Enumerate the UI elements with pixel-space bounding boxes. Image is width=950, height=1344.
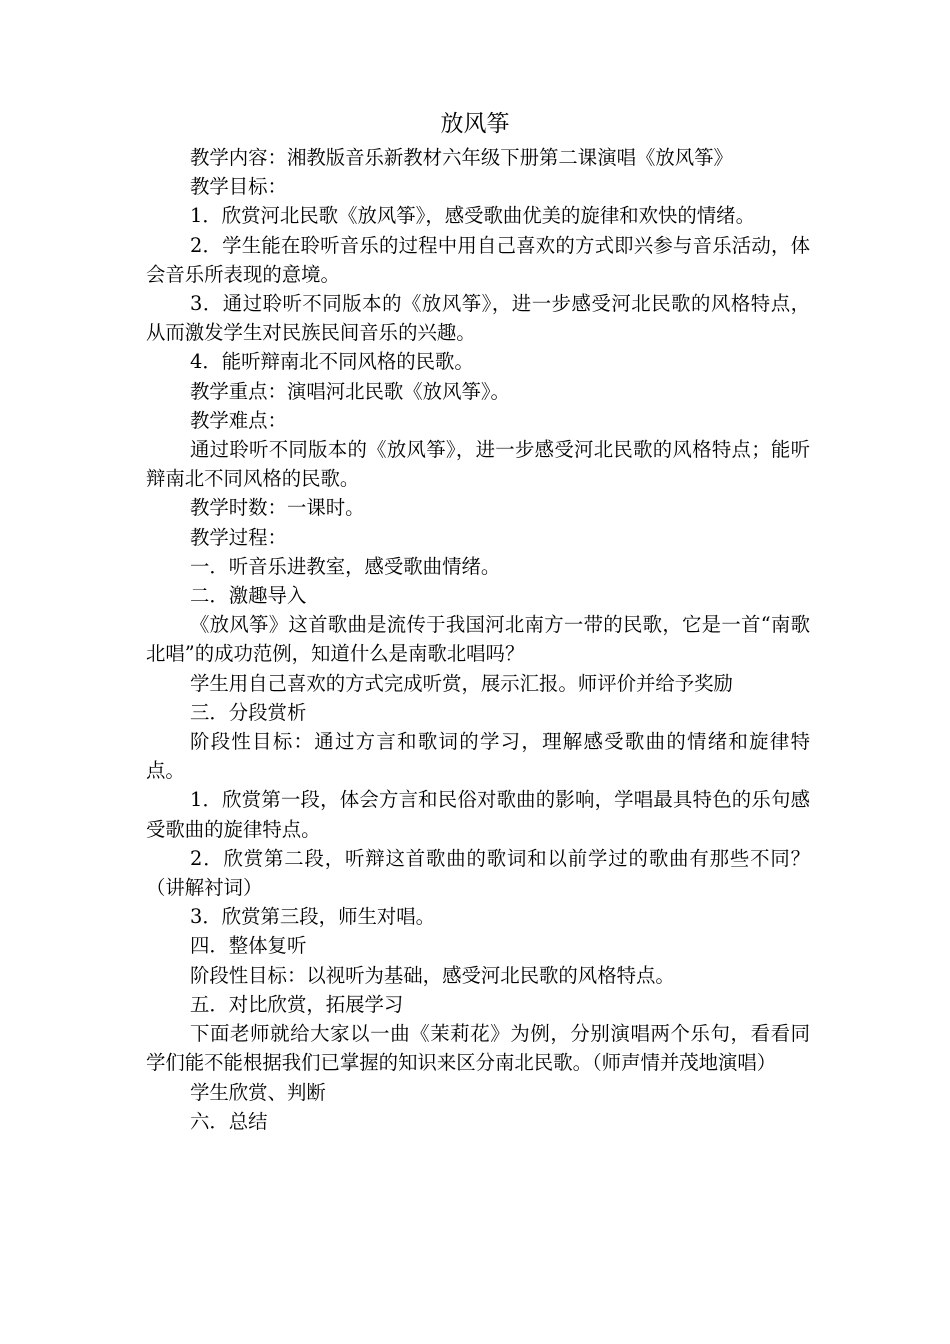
paragraph-teaching-content: 教学内容：湘教版音乐新教材六年级下册第二课演唱《放风筝》: [190, 146, 733, 169]
paragraph-step-5-heading: 五．对比欣赏，拓展学习: [190, 992, 404, 1016]
paragraph-difficulties: 通过聆听不同版本的《放风筝》，进一步感受河北民歌的风格特点；能听辩南北不同风格的民歌。: [146, 438, 810, 491]
paragraph-step-5-body: 下面老师就给大家以一曲《茉莉花》为例，分别演唱两个乐句，看看同学们能不能根据我们已掌握的知识来区分南北民歌。（师声情并茂地演唱）: [146, 1022, 810, 1075]
paragraph-goal-2: 2．学生能在聆听音乐的过程中用自己喜欢的方式即兴参与音乐活动，体会音乐所表现的意境。: [146, 233, 810, 286]
paragraph-key-points: 教学重点：演唱河北民歌《放风筝》。: [190, 379, 510, 403]
paragraph-step-6-heading: 六．总结: [190, 1109, 268, 1133]
paragraph-step-1: 一．听音乐进教室，感受歌曲情绪。: [190, 554, 501, 578]
document-body: [146, 143, 810, 1136]
paragraph-step-4-goal: 阶段性目标：以视听为基础，感受河北民歌的风格特点。: [190, 963, 675, 987]
paragraph-step-2-intro: 《放风筝》这首歌曲是流传于我国河北南方一带的民歌，它是一首“南歌北唱”的成功范例，知道什么是南歌北唱吗？: [146, 613, 810, 666]
paragraph-step-3-heading: 三．分段赏析: [190, 700, 307, 724]
paragraph-process-heading: 教学过程：: [190, 525, 287, 549]
paragraph-goal-3: 3．通过聆听不同版本的《放风筝》，进一步感受河北民歌的风格特点，从而激发学生对民族民间音乐的兴趣。: [146, 292, 810, 345]
paragraph-class-hours: 教学时数：一课时。: [190, 496, 365, 520]
paragraph-step-4-heading: 四．整体复听: [190, 934, 307, 958]
paragraph-goal-4: 4．能听辩南北不同风格的民歌。: [190, 350, 474, 374]
paragraph-goal-1: 1．欣赏河北民歌《放风筝》，感受歌曲优美的旋律和欢快的情绪。: [190, 204, 755, 228]
paragraph-step-2-activity: 学生用自己喜欢的方式完成听赏，展示汇报。师评价并给予奖励: [190, 671, 733, 695]
paragraph-step-2-heading: 二．激趣导入: [190, 584, 307, 608]
paragraph-step-3-item-2: 2．欣赏第二段，听辩这首歌曲的歌词和以前学过的歌曲有那些不同？（讲解衬词）: [146, 846, 810, 900]
paragraph-step-3-item-1: 1．欣赏第一段，体会方言和民俗对歌曲的影响，学唱最具特色的乐句感受歌曲的旋律特点。: [146, 788, 810, 841]
paragraph-difficulties-heading: 教学难点：: [190, 408, 287, 432]
paragraph-step-3-item-3: 3．欣赏第三段，师生对唱。: [190, 905, 436, 929]
paragraph-step-3-goal: 阶段性目标：通过方言和歌词的学习，理解感受歌曲的情绪和旋律特点。: [146, 730, 810, 783]
document-title: 放风筝: [440, 111, 510, 137]
paragraph-teaching-goals-heading: 教学目标：: [190, 175, 287, 199]
paragraph-step-5-activity: 学生欣赏、判断: [190, 1080, 326, 1104]
